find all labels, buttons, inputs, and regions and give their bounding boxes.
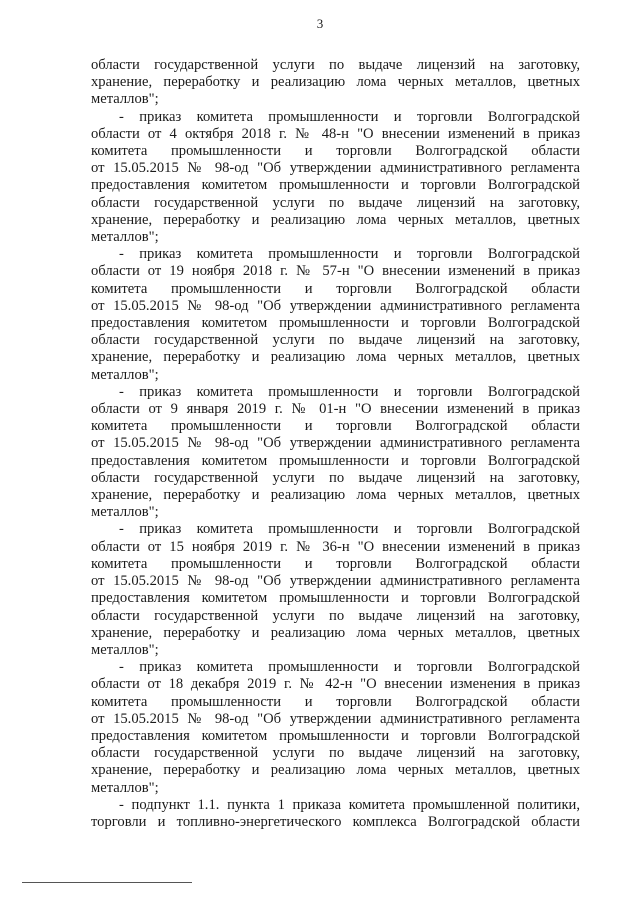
text-line: предоставления комитетом промышленности и торговли Волгоградской bbox=[91, 590, 580, 607]
paragraph bbox=[91, 109, 580, 247]
text-line: области от 15 ноября 2019 г. № 36-н "О внесении изменений в приказ bbox=[91, 538, 580, 555]
text-line: - приказ комитета промышленности и торговли Волгоградской bbox=[119, 383, 580, 400]
text-line: металлов"; bbox=[91, 91, 159, 108]
text-line: области государственной услуги по выдаче лицензий на заготовку, bbox=[91, 469, 580, 486]
text-line: области государственной услуги по выдаче лицензий на заготовку, bbox=[91, 607, 580, 624]
paragraph bbox=[91, 246, 580, 384]
text-line: от 15.05.2015 № 98-од "Об утверждении административного регламента bbox=[91, 573, 580, 590]
text-line: от 15.05.2015 № 98-од "Об утверждении административного регламента bbox=[91, 710, 580, 727]
text-line: области государственной услуги по выдаче лицензий на заготовку, bbox=[91, 57, 580, 73]
text-line: от 15.05.2015 № 98-од "Об утверждении административного регламента bbox=[91, 297, 580, 314]
text-line: хранение, переработку и реализацию лома черных металлов, цветных bbox=[91, 487, 580, 504]
text-line: комитета промышленности и торговли Волгоградской области bbox=[91, 280, 580, 297]
text-line: области от 9 января 2019 г. № 01-н "О внесении изменений в приказ bbox=[91, 401, 580, 418]
text-line: предоставления комитетом промышленности и торговли Волгоградской bbox=[91, 177, 580, 194]
document-body bbox=[91, 57, 580, 831]
paragraph bbox=[91, 384, 580, 522]
text-line: комитета промышленности и торговли Волгоградской области bbox=[91, 693, 580, 710]
text-line: области от 18 декабря 2019 г. № 42-н "О внесении изменения в приказ bbox=[91, 676, 580, 693]
text-line: хранение, переработку и реализацию лома черных металлов, цветных bbox=[91, 74, 580, 91]
text-line: от 15.05.2015 № 98-од "Об утверждении административного регламента bbox=[91, 160, 580, 177]
page-number: 3 bbox=[316, 16, 324, 31]
text-line: хранение, переработку и реализацию лома черных металлов, цветных bbox=[91, 349, 580, 366]
text-line: области государственной услуги по выдаче лицензий на заготовку, bbox=[91, 332, 580, 349]
text-line: металлов"; bbox=[91, 366, 159, 383]
text-line: металлов"; bbox=[91, 229, 159, 246]
text-line: области от 19 ноября 2018 г. № 57-н "О внесении изменений в приказ bbox=[91, 263, 580, 280]
text-line: области государственной услуги по выдаче лицензий на заготовку, bbox=[91, 194, 580, 211]
paragraph bbox=[91, 797, 580, 831]
text-line: комитета промышленности и торговли Волгоградской области bbox=[91, 418, 580, 435]
text-line: - приказ комитета промышленности и торговли Волгоградской bbox=[119, 521, 580, 538]
text-line: предоставления комитетом промышленности и торговли Волгоградской bbox=[91, 315, 580, 332]
text-line: - подпункт 1.1. пункта 1 приказа комитета промышленной политики, bbox=[119, 796, 580, 813]
paragraph bbox=[91, 659, 580, 797]
text-line: комитета промышленности и торговли Волгоградской области bbox=[91, 555, 580, 572]
paragraph bbox=[91, 521, 580, 659]
text-line: от 15.05.2015 № 98-од "Об утверждении административного регламента bbox=[91, 435, 580, 452]
text-line: - приказ комитета промышленности и торговли Волгоградской bbox=[119, 108, 580, 125]
text-line: хранение, переработку и реализацию лома черных металлов, цветных bbox=[91, 211, 580, 228]
paragraph bbox=[91, 57, 580, 109]
text-line: комитета промышленности и торговли Волгоградской области bbox=[91, 143, 580, 160]
text-line: хранение, переработку и реализацию лома черных металлов, цветных bbox=[91, 762, 580, 779]
text-line: предоставления комитетом промышленности и торговли Волгоградской bbox=[91, 727, 580, 744]
footnote-separator-line bbox=[22, 882, 192, 883]
text-line: - приказ комитета промышленности и торговли Волгоградской bbox=[119, 246, 580, 263]
text-line: металлов"; bbox=[91, 779, 159, 796]
text-line: металлов"; bbox=[91, 504, 159, 521]
text-line: области от 4 октября 2018 г. № 48-н "О внесении изменений в приказ bbox=[91, 125, 580, 142]
text-line: металлов"; bbox=[91, 641, 159, 658]
text-line: области государственной услуги по выдаче лицензий на заготовку, bbox=[91, 745, 580, 762]
text-line: предоставления комитетом промышленности и торговли Волгоградской bbox=[91, 452, 580, 469]
text-line: торговли и топливно-энергетического комплекса Волгоградской области bbox=[91, 813, 580, 830]
text-line: хранение, переработку и реализацию лома черных металлов, цветных bbox=[91, 624, 580, 641]
text-line: - приказ комитета промышленности и торговли Волгоградской bbox=[119, 659, 580, 676]
